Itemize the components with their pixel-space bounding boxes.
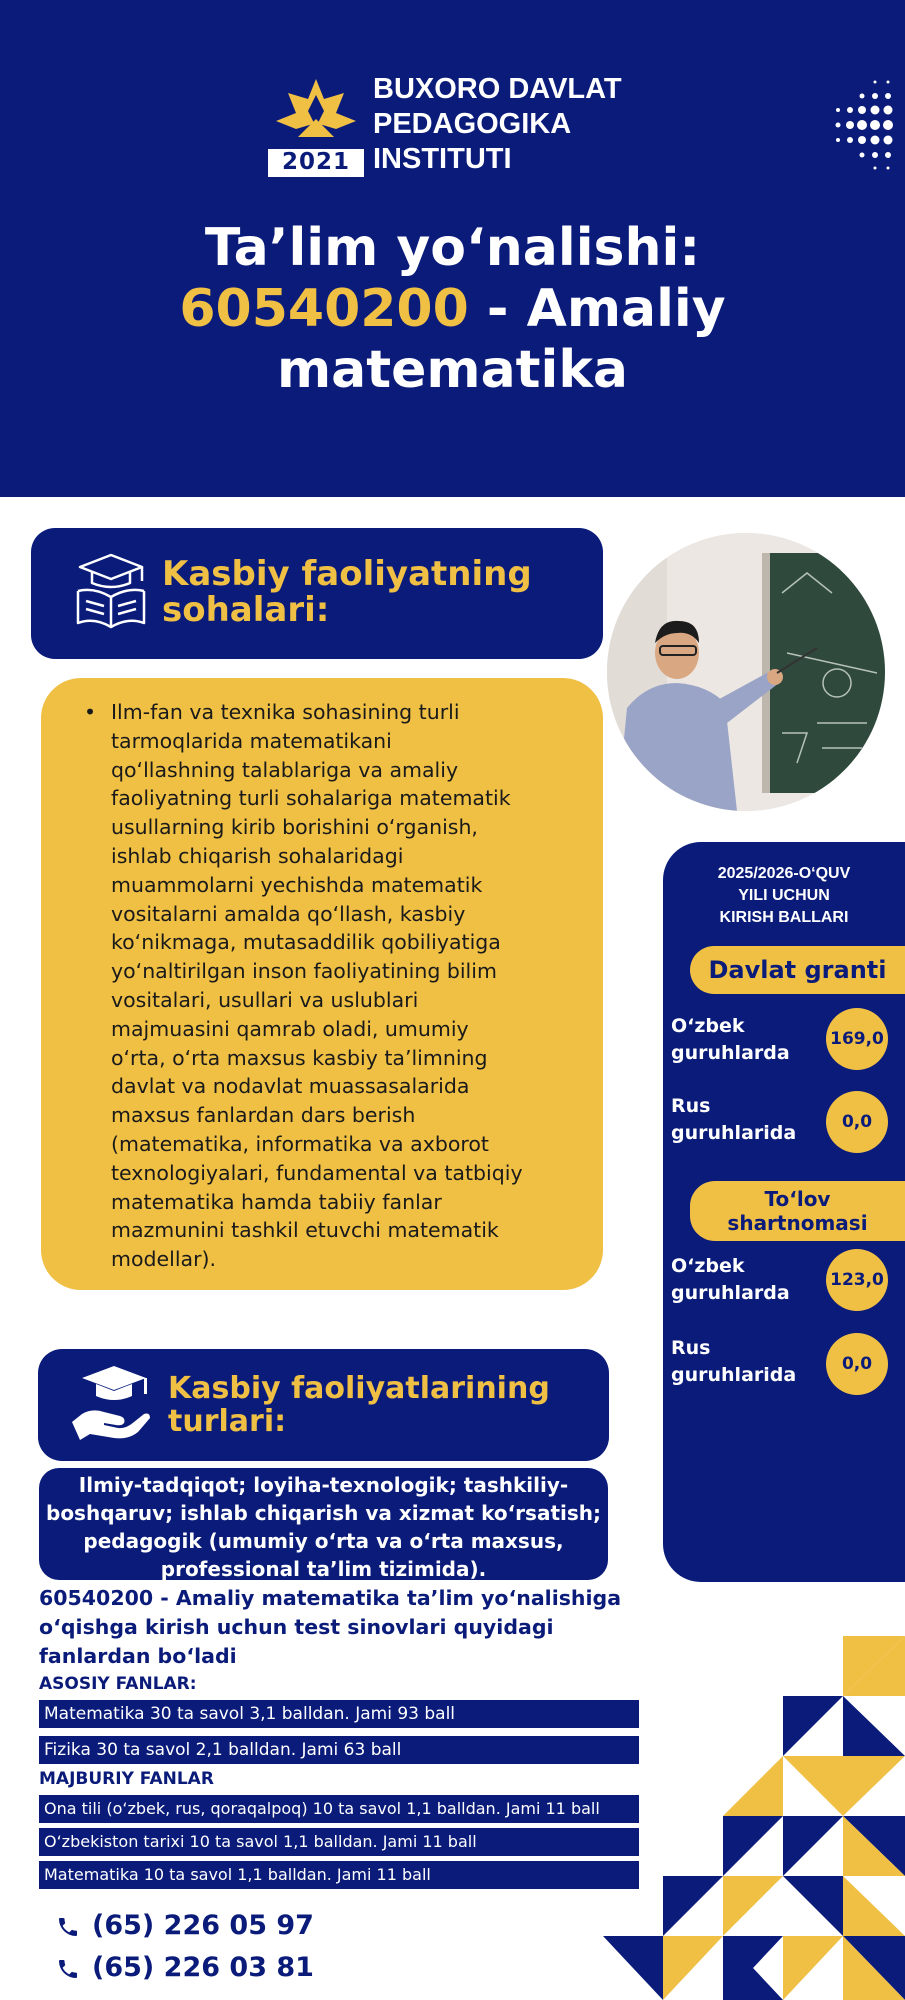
fields-description-line: tarmoqlarida matematikani (111, 728, 392, 753)
uzbek-groups-label (671, 1013, 790, 1067)
section-title-line: turlari: (168, 1404, 287, 1439)
institute-name-line: BUXORO DAVLAT (373, 73, 622, 105)
label-line: guruhlarida (671, 1364, 797, 1386)
title-line: Ta’lim yo‘nalishi: (204, 218, 701, 278)
rus-groups-label (671, 1093, 796, 1147)
section-title-line: Kasbiy faoliyatning (162, 554, 532, 594)
section-title-fields (162, 556, 532, 628)
dots-decoration-icon (830, 78, 900, 173)
bullet-icon: • (84, 700, 97, 724)
scores-heading-line: 2025/2026-O‘QUV (717, 865, 851, 882)
fields-description-line: qo‘llashning talablariga va amaliy (111, 757, 459, 782)
required-subject-row: Ona tili (o‘zbek, rus, qoraqalpoq) 10 ta savol 1,1 balldan. Jami 11 ball (39, 1795, 639, 1823)
types-line: Ilmiy-tadqiqot; loyiha-texnologik; tashkiliy- (78, 1473, 569, 1497)
section-title-line: sohalari: (162, 590, 330, 630)
fields-description-line: mazmunini tashkil etuvchi matematik (111, 1218, 499, 1243)
teacher-photo (607, 533, 885, 811)
institute-logo (268, 73, 364, 177)
tests-heading-line: 60540200 - Amaliy matematika ta’lim yo‘nalishiga (39, 1586, 622, 1610)
types-line: pedagogik (umumiy o‘rta va o‘rta maxsus, (83, 1529, 564, 1553)
label-line: To‘lov (764, 1187, 831, 1211)
phone-number[interactable] (56, 1909, 314, 1943)
label-line: guruhlarida (671, 1122, 797, 1144)
fields-description-line: o‘rta, o‘rta maxsus kasbiy ta’limning (111, 1045, 488, 1070)
label-line: Rus (671, 1337, 711, 1359)
fields-description-line: muammolarni yechishda matematik (111, 872, 483, 897)
label-line: guruhlarda (671, 1042, 790, 1064)
phone-icon (56, 1915, 80, 1939)
required-subjects-label: MAJBURIY FANLAR (39, 1769, 214, 1789)
fields-description-line: vositalarni amalda qo‘llash, kasbiy (111, 901, 466, 926)
types-line: professional ta’lim tizimida). (160, 1557, 487, 1581)
title-line-rest: - Amaliy (468, 279, 726, 339)
fields-description-line: (matematika, informatika va axborot (111, 1131, 489, 1156)
rus-groups-label (671, 1335, 796, 1389)
section-title-types (168, 1372, 550, 1438)
fields-description-line: usullarning kirib borishini o‘rganish, (111, 815, 478, 840)
section-title-line: Kasbiy faoliyatlarining (168, 1371, 550, 1406)
fields-description-line: yo‘naltirilgan inson faoliyatining bilim (111, 959, 497, 984)
scores-heading-line: KIRISH BALLARI (719, 909, 849, 926)
open-book-graduation-cap-icon (72, 551, 150, 635)
tests-heading (39, 1584, 639, 1671)
label-line: guruhlarda (671, 1282, 790, 1304)
required-subject-row: Matematika 10 ta savol 1,1 balldan. Jami 11 ball (39, 1861, 639, 1889)
fields-description-line: ko‘nikmaga, mutasaddilik qobiliyatiga (111, 930, 501, 955)
phone-number-text: (65) 226 03 81 (92, 1952, 314, 1983)
tests-heading-line: o‘qishga kirish uchun test sinovlari quyidagi (39, 1615, 554, 1639)
title-line: matematika (276, 340, 629, 400)
logo-year: 2021 (281, 149, 350, 175)
tests-heading-line: fanlardan bo‘ladi (39, 1644, 237, 1668)
fields-description-line: ishlab chiqarish sohalaridagi (111, 843, 404, 868)
fields-description (70, 698, 570, 1274)
fields-description-text (111, 698, 570, 1274)
fields-description-line: vositalari, usullari va uslublari (111, 987, 419, 1012)
fields-description-line: Ilm-fan va texnika sohasining turli (111, 700, 460, 724)
uzbek-groups-label (671, 1253, 790, 1307)
star-emblem-icon (268, 73, 364, 149)
grant-rus-score: 0,0 (826, 1091, 888, 1153)
activity-types-box (39, 1468, 608, 1580)
page-title (0, 218, 905, 401)
program-code: 60540200 (179, 279, 469, 339)
hand-graduation-cap-icon (68, 1362, 152, 1442)
institute-name (373, 72, 622, 177)
main-subjects-label: ASOSIY FANLAR: (39, 1674, 197, 1694)
fields-description-line: majmuasini qamrab oladi, umumiy (111, 1016, 469, 1041)
grant-uzbek-score: 169,0 (826, 1008, 888, 1070)
phone-number-text: (65) 226 05 97 (92, 1910, 314, 1941)
fields-description-line: matematika hamda tabiiy fanlar (111, 1189, 442, 1214)
main-subject-row: Matematika 30 ta savol 3,1 balldan. Jami 93 ball (39, 1700, 639, 1728)
label-line: Rus (671, 1095, 711, 1117)
fields-description-line: texnologiyalari, fundamental va tatbiqiy (111, 1160, 523, 1185)
contract-label (690, 1181, 905, 1241)
label-line: O‘zbek (671, 1015, 745, 1037)
scores-heading (663, 863, 905, 929)
phone-icon (56, 1957, 80, 1981)
phone-number[interactable] (56, 1951, 314, 1985)
scores-heading-line: YILI UCHUN (738, 887, 830, 904)
types-line: boshqaruv; ishlab chiqarish va xizmat ko‘rsatish; (46, 1501, 601, 1525)
main-subject-row: Fizika 30 ta savol 2,1 balldan. Jami 63 ball (39, 1736, 639, 1764)
institute-name-line: INSTITUTI (373, 143, 512, 175)
fields-description-line: modellar). (111, 1247, 217, 1272)
fields-description-line: davlat va nodavlat muassasalarida (111, 1074, 470, 1099)
fields-description-line: faoliyatning turli sohalariga matematik (111, 786, 511, 811)
contract-uzbek-score: 123,0 (826, 1249, 888, 1311)
institute-name-line: PEDAGOGIKA (373, 108, 572, 140)
contract-rus-score: 0,0 (826, 1333, 888, 1395)
teacher-at-chalkboard-illustration (607, 533, 885, 811)
label-line: shartnomasi (727, 1211, 868, 1235)
label-line: O‘zbek (671, 1255, 745, 1277)
state-grant-label: Davlat granti (690, 946, 905, 994)
fields-description-line: maxsus fanlardan dars berish (111, 1103, 416, 1128)
geometric-pattern-decoration (595, 1636, 905, 2000)
required-subject-row: O‘zbekiston tarixi 10 ta savol 1,1 balldan. Jami 11 ball (39, 1828, 639, 1856)
title-line (0, 279, 905, 340)
